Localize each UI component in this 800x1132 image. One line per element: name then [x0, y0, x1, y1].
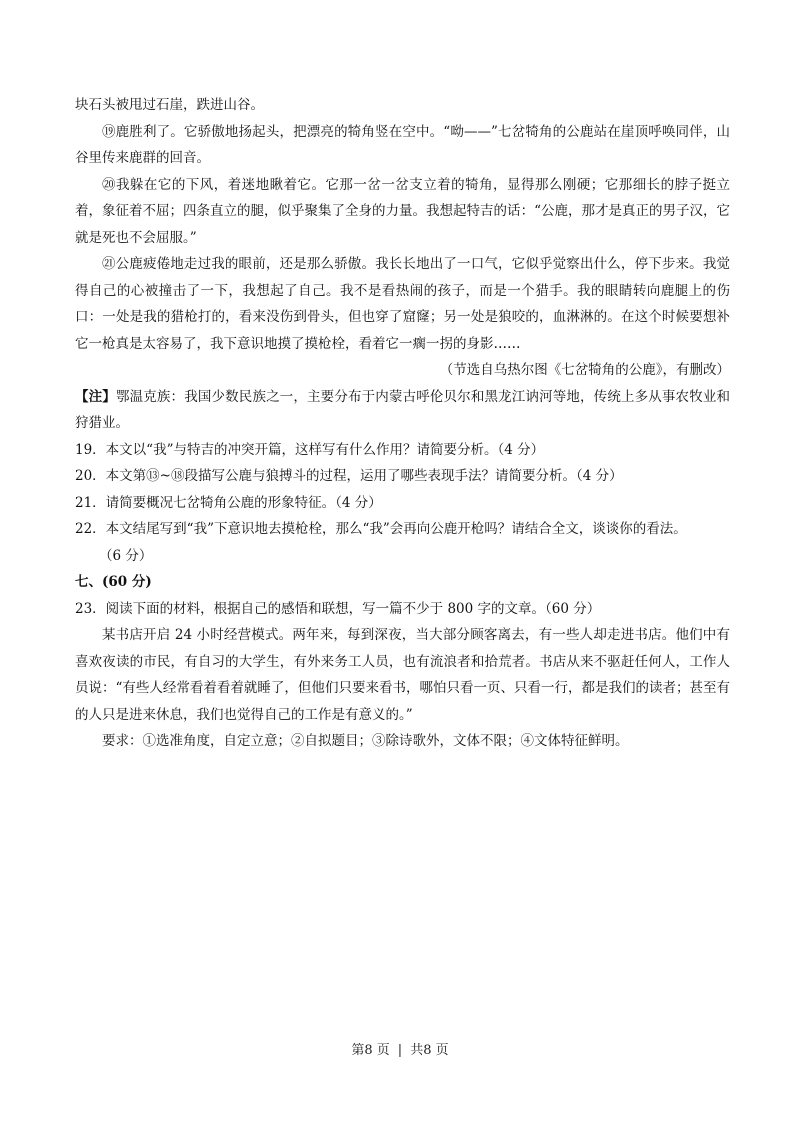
question-22-score: （6 分）	[99, 547, 153, 564]
question-23: 23．阅读下面的材料，根据自己的感悟和联想，写一篇不少于 800 字的文章。（60 分）	[75, 600, 601, 617]
paragraph-19: ⑲鹿胜利了。它骄傲地扬起头，把漂亮的犄角竖在空中。“呦——”七岔犄角的公鹿站在崖顶呼唤同伴，山谷里传来鹿群的回音。	[75, 123, 730, 166]
page-total: 共8 页	[410, 1043, 449, 1058]
note-text: 鄂温克族：我国少数民族之一，主要分布于内蒙古呼伦贝尔和黑龙江讷河等地，传统上多从事农牧业和狩猎业。	[75, 388, 731, 431]
note-label: 【注】	[75, 388, 116, 405]
annotation-note	[75, 384, 730, 437]
paragraph-21: ㉑公鹿疲倦地走过我的眼前，还是那么骄傲。我长长地出了一口气，它似乎觉察出什么，停下步来。我觉得自己的心被撞击了一下，我想起了自己。我不是看热闹的孩子，而是一个猎手。我的眼睛转向鹿腿上的伤口：一处是我的猎枪打的，看来没伤到骨头，但也穿了窟窿；另一处是狼咬的，血淋淋的。在这个时候要想补它一枪真是太容易了，我下意识地摸了摸枪栓，看着它一瘸一拐的身影……	[75, 256, 730, 352]
page-footer	[0, 1042, 800, 1060]
question-21: 21．请简要概况七岔犄角公鹿的形象特征。（4 分）	[75, 494, 382, 511]
paragraph-20: ⑳我躲在它的下风，着迷地瞅着它。它那一岔一岔支立着的犄角，显得那么刚硬；它那细长的脖子挺立着，象征着不屈；四条直立的腿，似乎聚集了全身的力量。我想起特吉的话：“公鹿，那才是真正的男子汉，它就是死也不会屈服。”	[75, 176, 730, 246]
source-citation: （节选自乌热尔图《七岔犄角的公鹿》，有删改）	[439, 362, 730, 378]
question-19: 19．本文以“我”与特吉的冲突开篇，这样写有什么作用？请简要分析。（4 分）	[75, 441, 545, 458]
footer-separator: |	[397, 1043, 403, 1058]
page-number: 第8 页	[351, 1043, 390, 1058]
document-body	[75, 92, 730, 755]
paragraph-continuation: 块石头被甩过石崖，跌进山谷。	[75, 97, 264, 113]
writing-requirements: 要求：①选准角度，自定立意；②自拟题目；③除诗歌外，文体不限；④文体特征鲜明。	[102, 733, 629, 749]
question-20: 20．本文第⑬~⑱段描写公鹿与狼搏斗的过程，运用了哪些表现手法？请简要分析。（4 分）	[75, 468, 623, 484]
writing-material: 某书店开启 24 小时经营模式。两年来，每到深夜，当大部分顾客离去，有一些人却走进书店。他们中有喜欢夜读的市民，有自习的大学生，有外来务工人员，也有流浪者和拾荒者。书店从来不驱赶任何人，工作人员说：“有些人经常看着看着就睡了，但他们只要来看书，哪怕只看一页、只看一行，都是我们的读者；甚至有的人只是进来休息，我们也觉得自己的工作是有意义的。”	[75, 627, 730, 723]
section-seven-heading: 七、(60 分)	[75, 574, 152, 590]
question-22: 22．本文结尾写到“我”下意识地去摸枪栓，那么“我”会再向公鹿开枪吗？请结合全文，谈谈你的看法。	[75, 521, 687, 537]
